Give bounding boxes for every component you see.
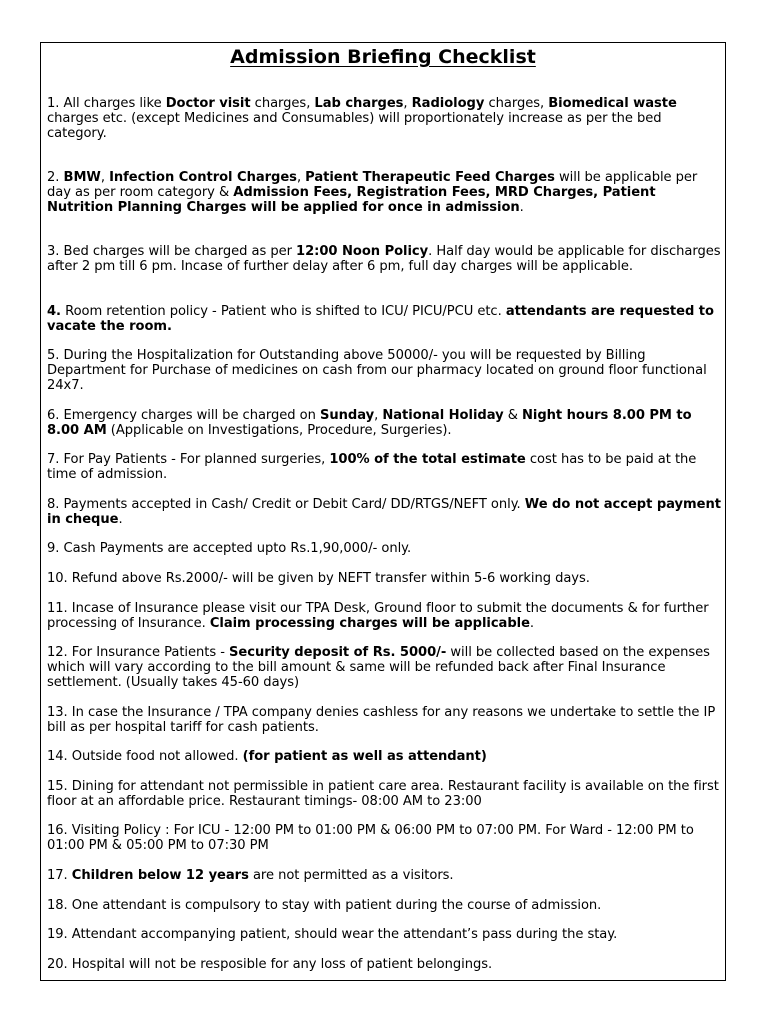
- item-text: cost has to be paid at the time of admission.: [47, 452, 697, 482]
- bold-text: Biomedical waste: [548, 96, 677, 111]
- item-text: 10. Refund above Rs.2000/- will be given by NEFT transfer within 5-6 working days.: [47, 571, 590, 586]
- checklist-frame: [40, 42, 726, 981]
- item-text: ,: [403, 96, 412, 111]
- item-text: will be applicable per day as per room category &: [47, 170, 698, 200]
- bold-text: We do not accept payment in cheque: [47, 497, 721, 527]
- bold-text: 4.: [47, 304, 61, 319]
- list-item-16: [47, 823, 725, 853]
- bold-text: 100% of the total estimate: [329, 452, 526, 467]
- item-text: . Half day would be applicable for discharges after 2 pm till 6 pm. Incase of further delay after 6 pm, full day charges will be applicable.: [47, 244, 721, 274]
- bold-text: National Holiday: [382, 408, 504, 423]
- item-text: charges,: [250, 96, 315, 111]
- item-text: 19. Attendant accompanying patient, should wear the attendant’s pass during the stay.: [47, 927, 618, 942]
- bold-text: (for patient as well as attendant): [242, 749, 487, 764]
- item-text: &: [503, 408, 522, 423]
- list-item-10: [47, 571, 725, 586]
- item-text: 5. During the Hospitalization for Outstanding above 50000/- you will be requested by Billing Department for Purchase of medicines on cash from our pharmacy located on ground floor functional 24x7.: [47, 348, 707, 393]
- item-text: 1. All charges like: [47, 96, 166, 111]
- item-text: charges etc. (except Medicines and Consumables) will proportionately increase as per the bed category.: [47, 111, 662, 141]
- bold-text: Radiology: [411, 96, 485, 111]
- list-item-3: [47, 244, 725, 274]
- item-text: 20. Hospital will not be resposible for any loss of patient belongings.: [47, 957, 493, 972]
- bold-text: 12:00 Noon Policy: [296, 244, 429, 259]
- list-item-14: [47, 749, 725, 764]
- list-item-7: [47, 452, 725, 482]
- item-text: will be collected based on the expenses which will vary according to the bill amount & same will be refunded back after Final Insurance settlement. (Usually takes 45-60 days): [47, 645, 710, 690]
- list-item-19: [47, 927, 725, 942]
- item-text: ,: [100, 170, 110, 185]
- item-text: 7. For Pay Patients - For planned surgeries,: [47, 452, 330, 467]
- item-text: .: [519, 200, 524, 215]
- bold-text: Lab charges: [314, 96, 404, 111]
- item-text: 11. Incase of Insurance please visit our TPA Desk, Ground floor to submit the documents & for further processing of Insurance.: [47, 601, 709, 631]
- page-title: Admission Briefing Checklist: [230, 46, 536, 68]
- bold-text: Claim processing charges will be applicable: [209, 616, 530, 631]
- bold-text: Security deposit of Rs. 5000/-: [229, 645, 447, 660]
- item-text: 13. In case the Insurance / TPA company denies cashless for any reasons we undertake to settle the IP bill as per hospital tariff for cash patients.: [47, 705, 716, 735]
- item-text: 8. Payments accepted in Cash/ Credit or Debit Card/ DD/RTGS/NEFT only.: [47, 497, 525, 512]
- list-item-1: [47, 96, 725, 141]
- item-text: .: [118, 512, 123, 527]
- list-item-12: [47, 645, 725, 690]
- item-text: 17.: [47, 868, 72, 883]
- item-text: .: [529, 616, 535, 631]
- list-item-13: [47, 705, 725, 735]
- list-item-8: [47, 497, 725, 527]
- item-text: 14. Outside food not allowed.: [47, 749, 243, 764]
- bold-text: BMW: [63, 170, 101, 185]
- list-item-20: [47, 957, 725, 972]
- bold-text: attendants are requested to vacate the room.: [47, 304, 714, 334]
- item-text: 16. Visiting Policy : For ICU - 12:00 PM to 01:00 PM & 06:00 PM to 07:00 PM. For Ward - 12:00 PM to 01:00 PM & 05:00 PM to 07:30 PM: [47, 823, 694, 853]
- list-item-18: [47, 898, 725, 913]
- item-text: 18. One attendant is compulsory to stay with patient during the course of admission.: [47, 898, 602, 913]
- item-text: 9. Cash Payments are accepted upto Rs.1,90,000/- only.: [47, 541, 412, 556]
- item-text: 2.: [47, 170, 64, 185]
- list-item-2: [47, 170, 725, 215]
- bold-text: Children below 12 years: [71, 868, 249, 883]
- list-item-9: [47, 541, 725, 556]
- item-text: Room retention policy - Patient who is shifted to ICU/ PICU/PCU etc.: [61, 304, 506, 319]
- item-text: 3. Bed charges will be charged as per: [47, 244, 297, 259]
- item-text: ,: [374, 408, 383, 423]
- bold-text: Doctor visit: [165, 96, 251, 111]
- item-text: charges,: [484, 96, 549, 111]
- item-text: 6. Emergency charges will be charged on: [47, 408, 320, 423]
- bold-text: Infection Control Charges: [109, 170, 297, 185]
- item-text: (Applicable on Investigations, Procedure, Surgeries).: [106, 423, 452, 438]
- item-text: 12. For Insurance Patients -: [47, 645, 230, 660]
- item-text: are not permitted as a visitors.: [248, 868, 454, 883]
- list-item-17: [47, 868, 725, 883]
- list-item-15: [47, 779, 725, 809]
- bold-text: Night hours 8.00 PM to 8.00 AM: [47, 408, 692, 438]
- list-item-4: [47, 304, 725, 334]
- item-text: 15. Dining for attendant not permissible in patient care area. Restaurant facility is available on the first floor at an affordable price. Restaurant timings- 08:00 AM to 23:00: [47, 779, 719, 809]
- bold-text: Sunday: [320, 408, 375, 423]
- bold-text: Admission Fees, Registration Fees, MRD Charges, Patient Nutrition Planning Charges will be applied for once in admission: [47, 185, 656, 215]
- bold-text: Patient Therapeutic Feed Charges: [305, 170, 555, 185]
- item-text: ,: [296, 170, 306, 185]
- list-item-5: [47, 348, 725, 393]
- list-item-6: [47, 408, 725, 438]
- list-item-11: [47, 601, 725, 631]
